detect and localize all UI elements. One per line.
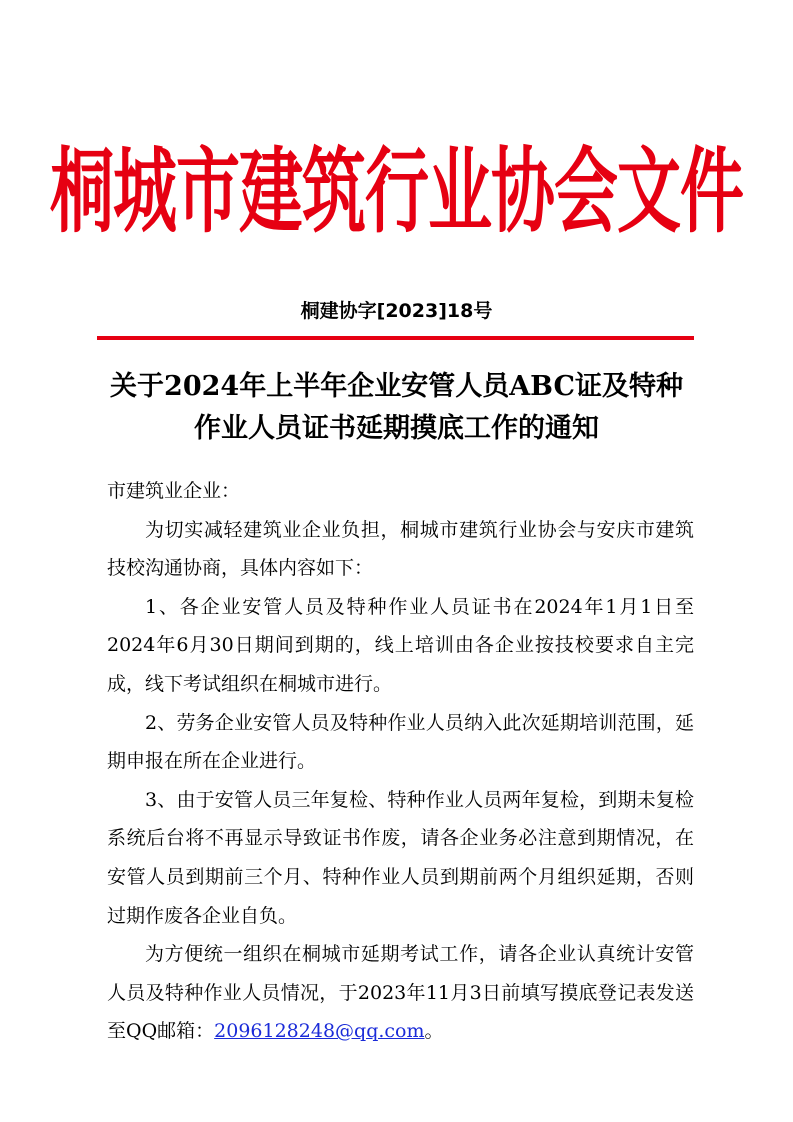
salutation: 市建筑业企业： — [107, 480, 241, 502]
notice-title — [100, 366, 693, 450]
intro-paragraph: 为切实减轻建筑业企业负担，桐城市建筑行业协会与安庆市建筑技校沟通协商，具体内容如下： — [107, 518, 694, 580]
red-divider-line — [97, 336, 694, 340]
item-3-paragraph: 3、由于安管人员三年复检、特种作业人员两年复检，到期未复检系统后台将不再显示导致证书作废，请各企业务必注意到期情况，在安管人员到期前三个月、特种作业人员到期前两个月组织延期，否则过期作废各企业自负。 — [107, 788, 694, 927]
closing-text: 为方便统一组织在桐城市延期考试工作，请各企业认真统计安管人员及特种作业人员情况，于2023年11月3日前填写摸底登记表发送至QQ邮箱： — [107, 943, 694, 1043]
item-2-paragraph: 2、劳务企业安管人员及特种作业人员纳入此次延期培训范围，延期申报在所在企业进行。 — [107, 711, 694, 773]
item-1-paragraph: 1、各企业安管人员及特种作业人员证书在2024年1月1日至2024年6月30日期间到期的，线上培训由各企业按技校要求自主完成，线下考试组织在桐城市进行。 — [107, 595, 694, 695]
notice-body — [107, 472, 694, 1051]
notice-title-line-1: 关于2024年上半年企业安管人员ABC证及特种 — [110, 371, 683, 402]
email-link[interactable]: 2096128248@qq.com — [214, 1020, 425, 1043]
closing-paragraph — [107, 935, 694, 1051]
notice-title-line-2: 作业人员证书延期摸底工作的通知 — [194, 413, 599, 444]
org-header-title: 桐城市建筑行业协会文件 — [50, 139, 743, 247]
closing-end: 。 — [424, 1020, 444, 1043]
document-number: 桐建协字[2023]18号 — [300, 300, 493, 322]
